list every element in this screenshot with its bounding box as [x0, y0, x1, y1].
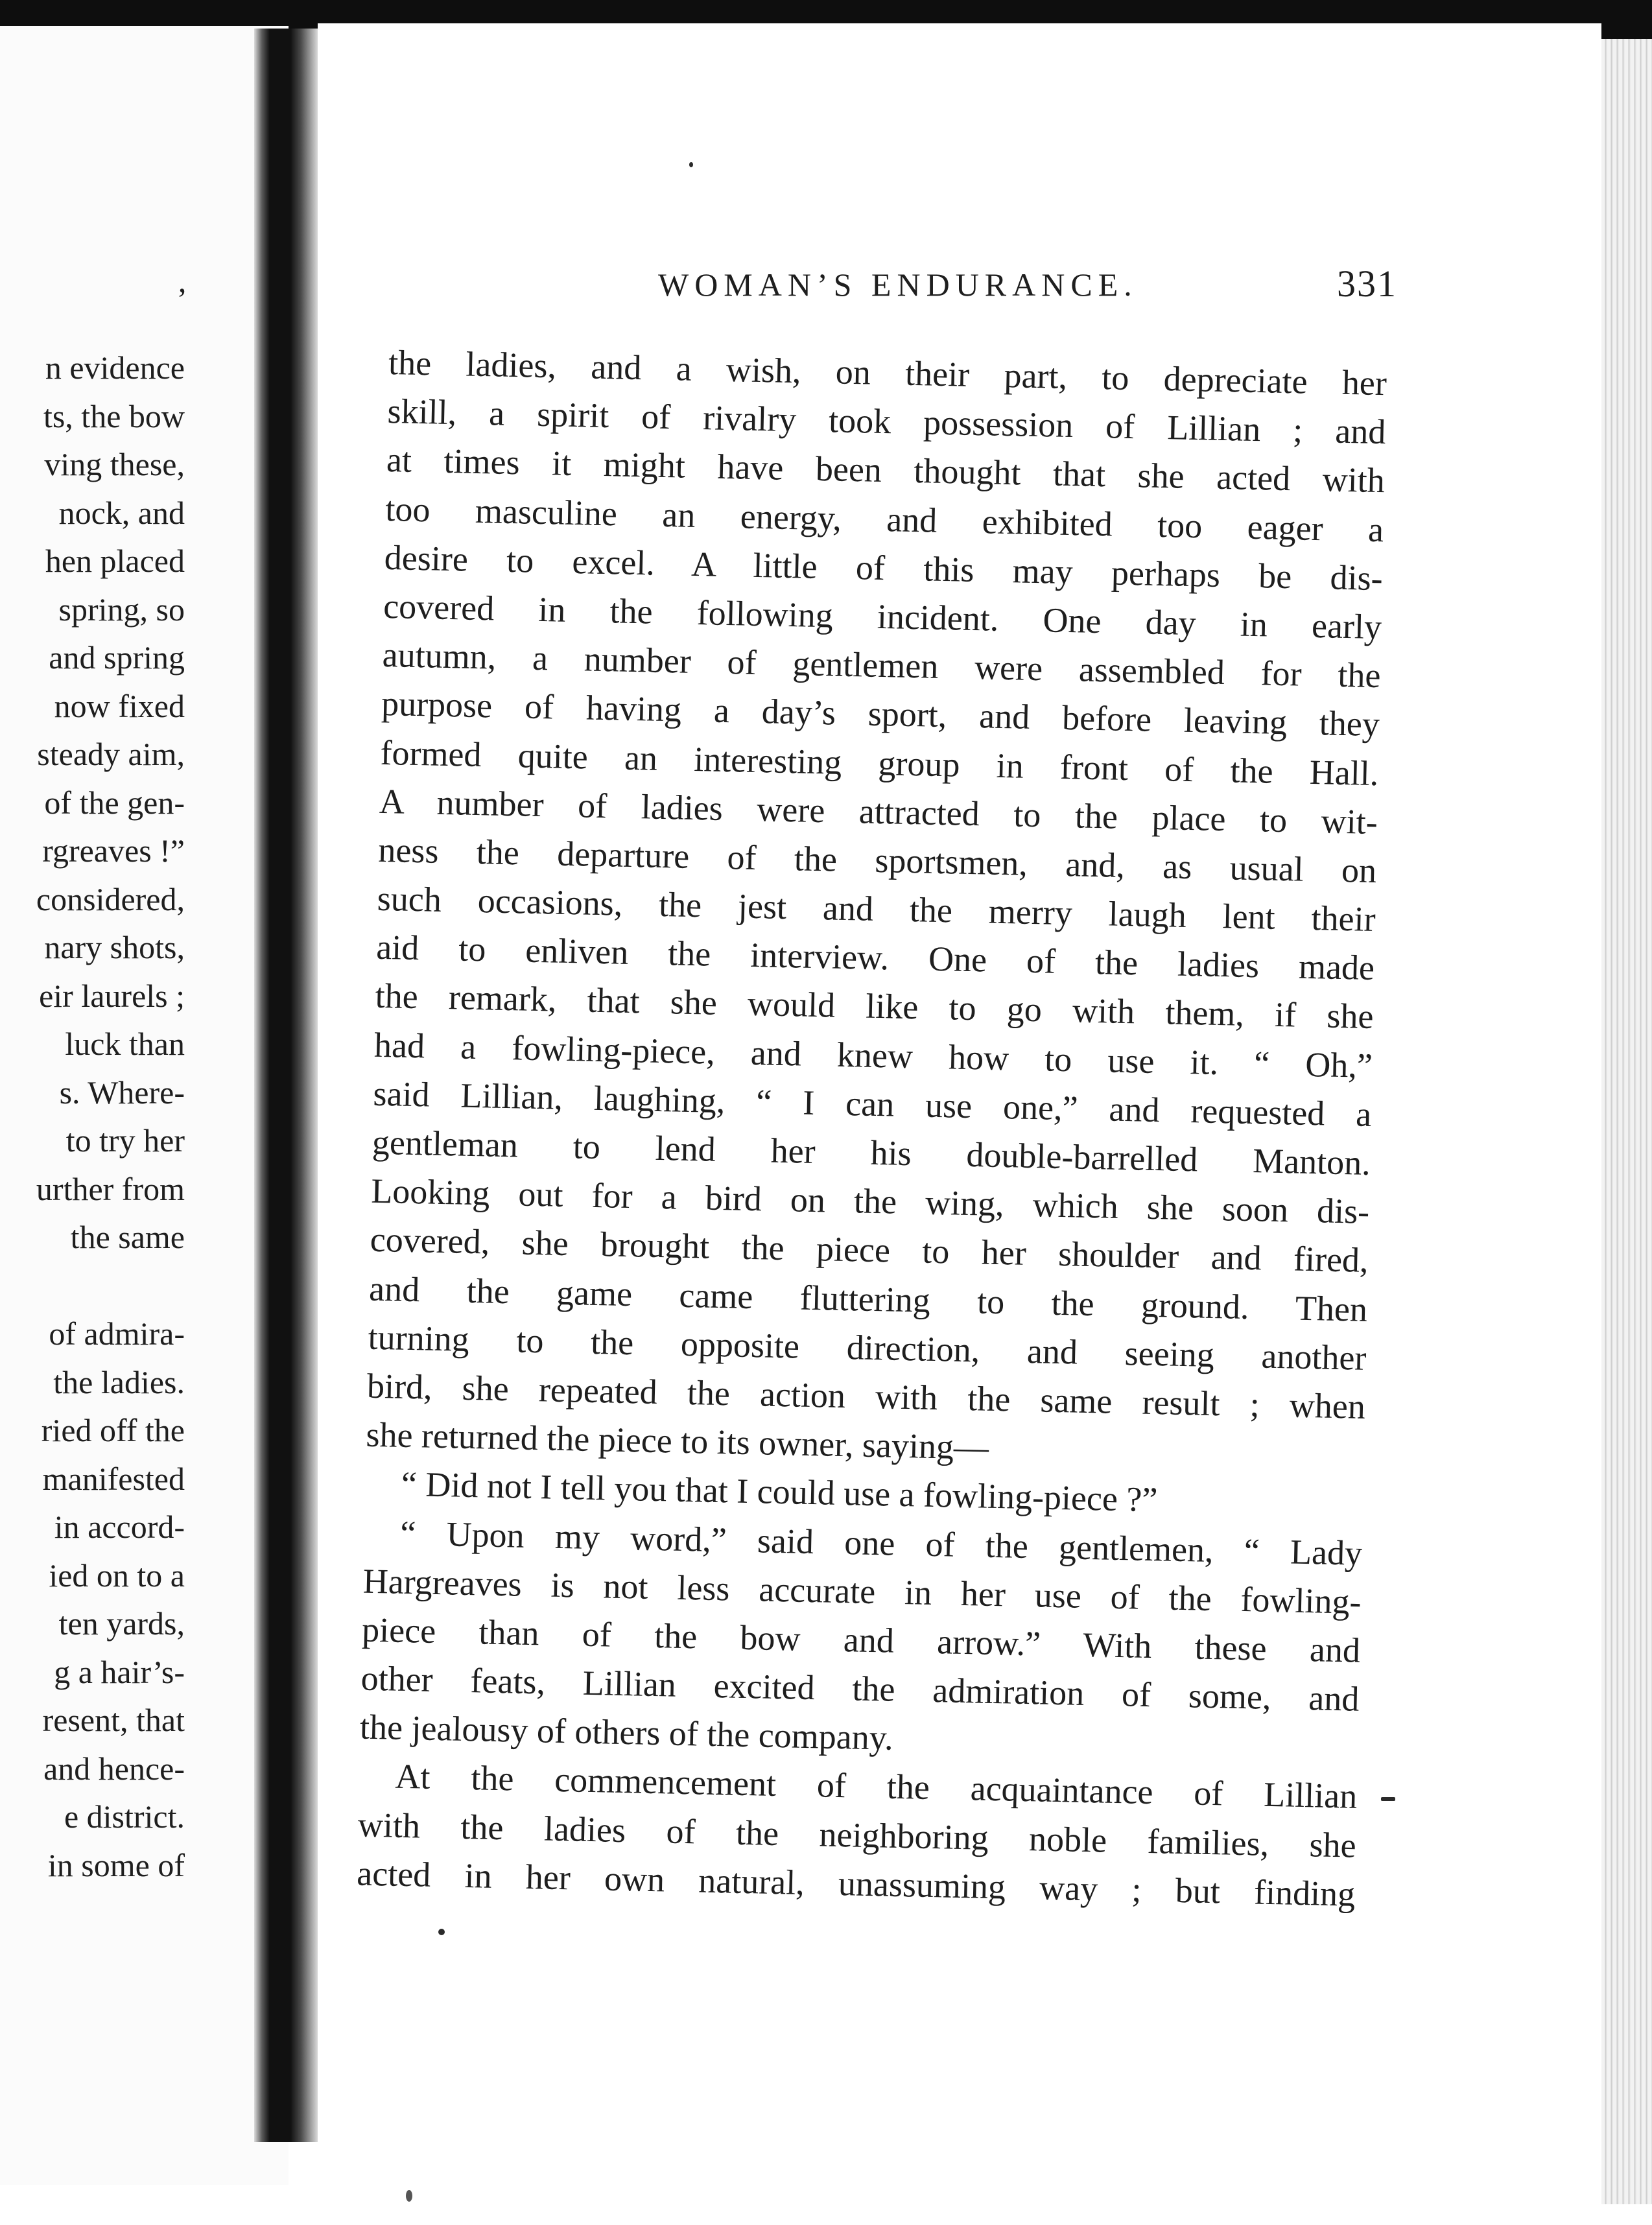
- left-line: of admira-: [49, 1315, 185, 1352]
- text-line: gentleman to lend her his double-barrelled Manton.: [372, 1122, 1371, 1183]
- left-line: ving these,: [44, 446, 185, 482]
- scan-speck: [689, 162, 693, 167]
- text-line: bird, she repeated the action with the same result ; when: [366, 1366, 1366, 1426]
- left-line: manifested: [42, 1460, 185, 1497]
- text-line: Looking out for a bird on the wing, which she soon dis-: [370, 1171, 1370, 1232]
- left-line: e district.: [64, 1798, 185, 1835]
- text-line: other feats, Lillian excited the admiration of some, and: [360, 1658, 1360, 1719]
- text-line: skill, a spirit of rivalry took possession of Lillian ; and: [387, 392, 1386, 452]
- text-line: ness the departure of the sportsmen, and, as usual on: [377, 830, 1377, 890]
- text-line: covered, she brought the piece to her shoulder and fired,: [370, 1220, 1369, 1280]
- text-line: “ Upon my word,” said one of the gentlemen, “ Lady: [399, 1513, 1363, 1573]
- left-line: ten yards,: [58, 1605, 185, 1642]
- text-line: the ladies, and a wish, on their part, to depreciate her: [388, 342, 1387, 403]
- left-line: hen placed: [45, 543, 185, 579]
- text-line: said Lillian, laughing, “ I can use one,” and requested a: [372, 1074, 1372, 1134]
- text-line: covered in the following incident. One day in early: [383, 586, 1382, 647]
- running-title: WOMAN’S ENDURANCE.: [658, 266, 1138, 303]
- page-number: 331: [1337, 263, 1397, 305]
- left-line: of the gen-: [44, 784, 185, 821]
- left-line: the same: [70, 1219, 185, 1255]
- left-line: ied on to a: [49, 1557, 185, 1594]
- text-line: desire to excel. A little of this may perhaps be dis-: [384, 537, 1384, 598]
- left-line: in some of: [47, 1846, 185, 1883]
- left-line: in accord-: [54, 1509, 185, 1545]
- text-line: with the ladies of the neighboring noble families, she: [357, 1805, 1357, 1865]
- left-line: nary shots,: [44, 929, 185, 965]
- text-line: she returned the piece to its owner, saying—: [365, 1415, 989, 1467]
- text-line: the remark, that she would like to go with them, if she: [375, 976, 1375, 1037]
- body-text: [357, 338, 1387, 1919]
- text-line: aid to enliven the interview. One of the ladies made: [375, 928, 1375, 988]
- left-line: n evidence: [45, 349, 185, 386]
- text-line: purpose of having a day’s sport, and before leaving they: [381, 684, 1380, 744]
- left-page-stray-mark: ’: [176, 281, 187, 317]
- left-line: s. Where-: [59, 1074, 185, 1111]
- left-line: the ladies.: [53, 1363, 185, 1400]
- text-line: had a fowling-piece, and knew how to use it. “ Oh,”: [373, 1025, 1373, 1085]
- scan-speck: [406, 2190, 412, 2202]
- text-line: too masculine an energy, and exhibited too eager a: [384, 489, 1384, 549]
- left-line: ts, the bow: [43, 397, 185, 434]
- left-line: urther from: [36, 1170, 185, 1207]
- left-line-blank: [36, 1262, 185, 1310]
- text-line: turning to the opposite direction, and seeing another: [368, 1317, 1367, 1378]
- text-line: “ Did not I tell you that I could use a fowling-piece ?”: [401, 1465, 1158, 1520]
- text-line: Hargreaves is not less accurate in her use of the fowling-: [362, 1561, 1362, 1621]
- left-page-lines: [36, 344, 185, 1889]
- left-line: and hence-: [43, 1750, 185, 1787]
- text-line: piece than of the bow and arrow.” With these and: [361, 1610, 1361, 1670]
- text-line: formed quite an interesting group in front of the Hall.: [380, 733, 1379, 793]
- left-line: nock, and: [58, 494, 185, 531]
- scan-speck: [438, 1929, 445, 1935]
- page-block-edge: [1601, 39, 1652, 2204]
- left-line: eir laurels ;: [39, 977, 185, 1014]
- left-page: [0, 26, 289, 2185]
- left-line: spring, so: [58, 591, 185, 628]
- left-line: resent, that: [42, 1702, 185, 1738]
- book-gutter: [254, 29, 319, 2142]
- text-line: At the commencement of the acquaintance of Lillian: [394, 1757, 1358, 1817]
- text-line: A number of ladies were attracted to the place to wit-: [379, 781, 1378, 842]
- left-line: considered,: [36, 880, 185, 917]
- text-line: autumn, a number of gentlemen were assembled for the: [382, 635, 1382, 696]
- text-line: and the game came fluttering to the ground. Then: [368, 1269, 1368, 1329]
- text-line: acted in her own natural, unassuming way ; but finding: [356, 1854, 1356, 1914]
- left-line: rgreaves !”: [42, 832, 185, 869]
- left-line: ried off the: [41, 1412, 185, 1448]
- left-line: to try her: [65, 1122, 185, 1159]
- text-line: the jealousy of others of the company.: [359, 1707, 894, 1758]
- left-line: and spring: [49, 639, 185, 676]
- text-line: at times it might have been thought that she acted with: [386, 440, 1386, 500]
- text-line: such occasions, the jest and the merry laugh lent their: [377, 878, 1376, 939]
- left-line: now fixed: [54, 687, 185, 724]
- scan-speck: [1381, 1797, 1395, 1801]
- left-line: luck than: [65, 1026, 185, 1062]
- left-line: g a hair’s-: [54, 1653, 185, 1690]
- left-line: steady aim,: [37, 736, 185, 772]
